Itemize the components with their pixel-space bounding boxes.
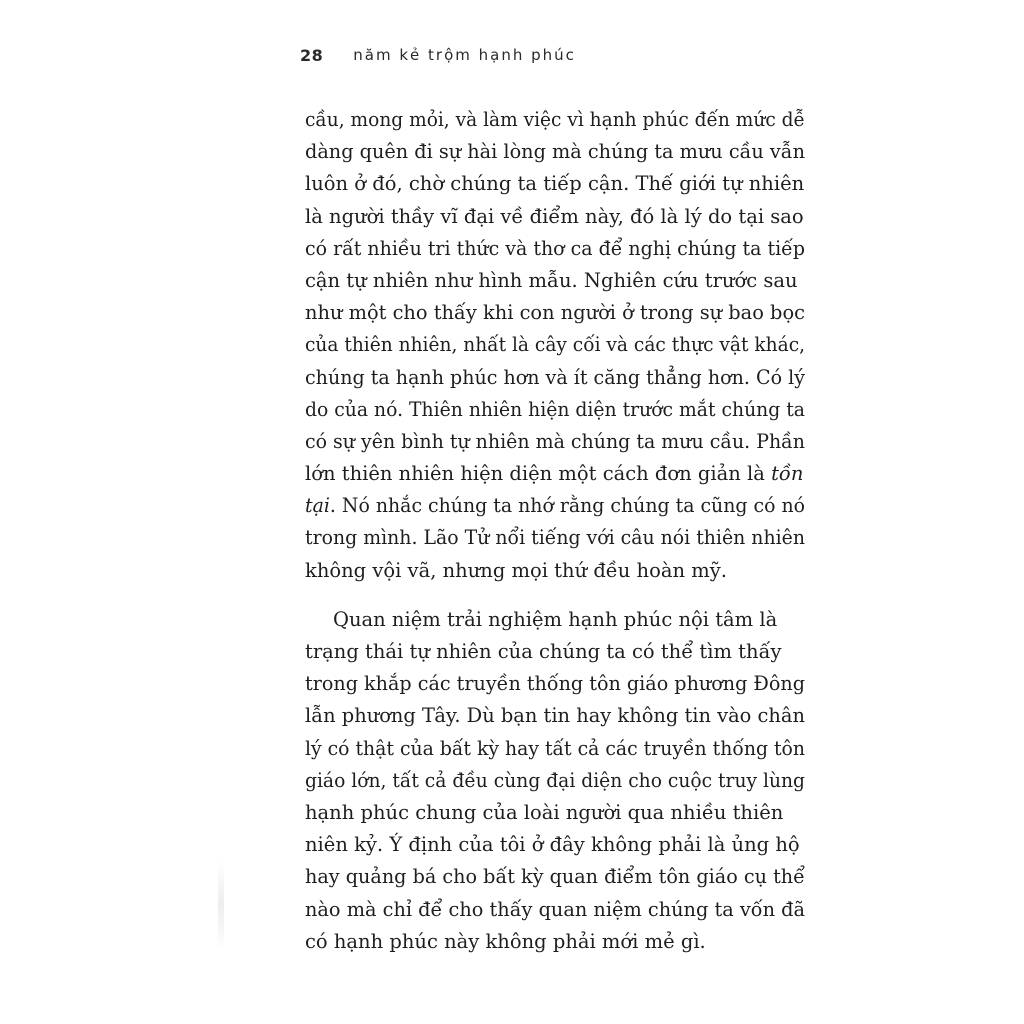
text-line: có sự yên bình tự nhiên mà chúng ta mưu cầu. Phần [305, 429, 805, 453]
text-line: chúng ta hạnh phúc hơn và ít căng thẳng hơn. Có lý [305, 365, 805, 389]
text-line: niên kỷ. Ý định của tôi ở đây không phải là ủng hộ [305, 833, 800, 857]
text-line: của thiên nhiên, nhất là cây cối và các thực vật khác, [305, 333, 806, 357]
text-line: không vội vã, nhưng mọi thứ đều hoàn mỹ. [305, 558, 727, 582]
text-line: hạnh phúc chung của loài người qua nhiều thiên [305, 800, 784, 824]
paragraph-spacer [305, 587, 805, 604]
paragraph-1 [305, 104, 805, 587]
text-line: lý có thật của bất kỳ hay tất cả các truyền thống tôn [305, 736, 806, 760]
text-line: nào mà chỉ để cho thấy quan niệm chúng ta vốn đã [305, 897, 806, 921]
text-line: luôn ở đó, chờ chúng ta tiếp cận. Thế giới tự nhiên [305, 172, 805, 196]
italic-word: tại [305, 494, 330, 518]
text-line: lẫn phương Tây. Dù bạn tin hay không tin vào chân [305, 704, 805, 728]
text-line: giáo lớn, tất cả đều cùng đại diện cho cuộc truy lùng [305, 768, 806, 792]
text-line: trong mình. Lão Tử nổi tiếng với câu nói thiên nhiên [305, 526, 805, 550]
text-line: do của nó. Thiên nhiên hiện diện trước mắt chúng ta [305, 397, 805, 421]
text-line: trạng thái tự nhiên của chúng ta có thể tìm thấy [305, 640, 782, 663]
body-text [305, 104, 805, 958]
book-title: năm kẻ trộm hạnh phúc [353, 46, 576, 64]
page-number: 28 [300, 45, 324, 65]
text-line: cầu, mong mỏi, và làm việc vì hạnh phúc đến mức dễ [305, 108, 805, 131]
page-edge-shadow [218, 860, 224, 950]
text-segment: lớn thiên nhiên hiện diện một cách đơn giản là [305, 462, 765, 486]
paragraph-2 [305, 604, 805, 958]
text-line: cận tự nhiên như hình mẫu. Nghiên cứu trước sau [305, 268, 798, 292]
italic-word: tồn [771, 462, 804, 486]
text-line: như một cho thấy khi con người ở trong sự bao bọc [305, 301, 805, 325]
text-line: có hạnh phúc này không phải mới mẻ gì. [305, 929, 706, 953]
text-line [305, 458, 805, 490]
text-line: trong khắp các truyền thống tôn giáo phương Đông [305, 672, 805, 696]
text-line: là người thầy vĩ đại về điểm này, đó là lý do tại sao [305, 204, 804, 228]
text-segment: . Nó nhắc chúng ta nhớ rằng chúng ta cũng có nó [329, 494, 806, 518]
text-line: có rất nhiều tri thức và thơ ca để nghị chúng ta tiếp [305, 236, 805, 260]
text-line [305, 490, 805, 522]
text-line: hay quảng bá cho bất kỳ quan điểm tôn giáo cụ thể [305, 865, 805, 889]
running-head [300, 43, 576, 67]
text-line: Quan niệm trải nghiệm hạnh phúc nội tâm là [333, 607, 778, 631]
text-line: dàng quên đi sự hài lòng mà chúng ta mưu cầu vẫn [305, 140, 805, 164]
